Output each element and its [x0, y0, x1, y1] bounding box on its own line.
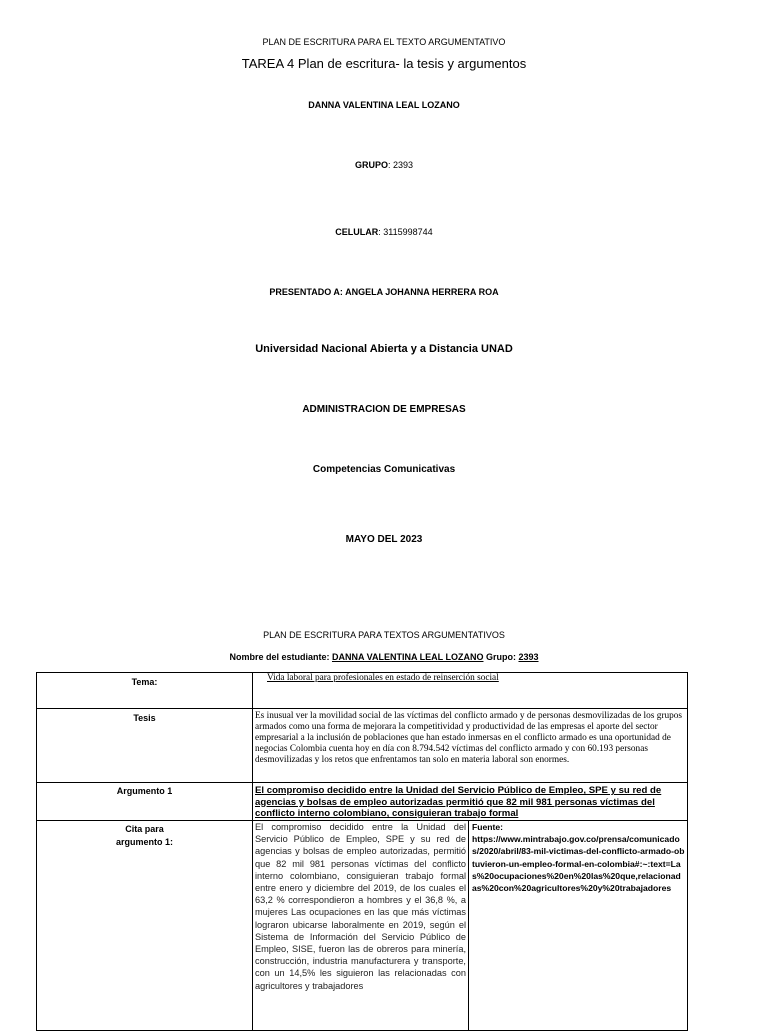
plan-header: PLAN DE ESCRITURA PARA TEXTOS ARGUMENTATIVOS [263, 630, 505, 640]
fuente-cell [469, 821, 688, 1031]
plan-group-label: Grupo: [483, 652, 519, 662]
phone-line [0, 227, 768, 237]
document-header: PLAN DE ESCRITURA PARA EL TEXTO ARGUMENTATIVO [262, 37, 506, 47]
phone-label: CELULAR [335, 227, 379, 237]
cita-label: Cita para argumento 1: [37, 821, 253, 1031]
argument-1-value: El compromiso decidido entre la Unidad del Servicio Público de Empleo, SPE y su red de agencias y bolsas de empleo autorizadas permitió que 82 mil 981 personas víctimas del conflicto interno colombiano, consiguieran trabajo formal [253, 783, 688, 821]
fuente-label: Fuente: [472, 822, 504, 832]
plan-student-label: Nombre del estudiante: [229, 652, 332, 662]
fuente-link[interactable]: https://www.mintrabajo.gov.co/prensa/comunicados/2020/abril/83-mil-victimas-del-conflicto-armado-obtuvieron-un-empleo-formal-en-colombia#:~:text=Las%20ocupaciones%20en%20las%20que,relacionadas%20con%20agricultores%20y%20trabajadores [472, 834, 685, 894]
group-value: : 2393 [387, 160, 414, 170]
table-row [37, 821, 688, 1031]
university-name: Universidad Nacional Abierta y a Distancia UNAD [255, 343, 513, 355]
tesis-value: Es inusual ver la movilidad social de las víctimas del conflicto armado y de personas desmovilizadas de los grupos armados como una forma de mejorara la competitividad y productividad de las empresas el aporte del sector empresarial a la inclusión de poblaciones que han estado inmersas en el conflicto armado es una oportunidad de negocias Colombia cuenta hoy en día con 8.794.542 víctimas del conflicto armado y con 60.193 personas desmovilizadas y los retos que enfrentamos tan solo en materia laboral son enormes. [253, 709, 688, 783]
plan-student-line [0, 652, 768, 662]
cita-value: El compromiso decidido entre la Unidad del Servicio Público de Empleo, SPE y su red de agencias y bolsas de empleo autorizadas, permitió que 82 mil 981 personas víctimas del conflicto interno colombiano, consiguieran trabajo formal entre enero y diciembre del 2019, de los cuales el 63,2 % correspondieron a hombres y el 36,8 %, a mujeres Las ocupaciones en las que más víctimas lograron ubicarse laboralmente en 2019, según el Sistema de Información del Servicio Público de Empleo, SISE, fueron las de obreros para minería, construcción, industria manufacturera y transporte, con un 14,5% les siguieron las relacionadas con agricultores y trabajadores [253, 821, 469, 1031]
table-row [37, 783, 688, 821]
plan-table [36, 672, 688, 1031]
submission-date: MAYO DEL 2023 [345, 534, 423, 545]
task-title: TAREA 4 Plan de escritura- la tesis y argumentos [241, 56, 527, 71]
tesis-label: Tesis [37, 709, 253, 783]
program-name: ADMINISTRACION DE EMPRESAS [302, 404, 466, 415]
plan-student-value: DANNA VALENTINA LEAL LOZANO [331, 652, 484, 662]
group-label: GRUPO [354, 160, 388, 170]
tema-label: Tema: [37, 673, 253, 709]
student-name: DANNA VALENTINA LEAL LOZANO [308, 100, 460, 110]
table-row [37, 673, 688, 709]
presented-value: : ANGELA JOHANNA HERRERA ROA [339, 287, 499, 297]
course-name: Competencias Comunicativas [312, 464, 456, 475]
tema-value: Vida laboral para profesionales en estado de reinserción social [253, 673, 688, 709]
phone-value: : 3115998744 [378, 227, 433, 237]
presented-label: PRESENTADO A [269, 287, 340, 297]
argument-1-label: Argumento 1 [37, 783, 253, 821]
presented-line [0, 287, 768, 297]
plan-group-value: 2393 [518, 652, 539, 662]
group-line [0, 160, 768, 170]
table-row [37, 709, 688, 783]
